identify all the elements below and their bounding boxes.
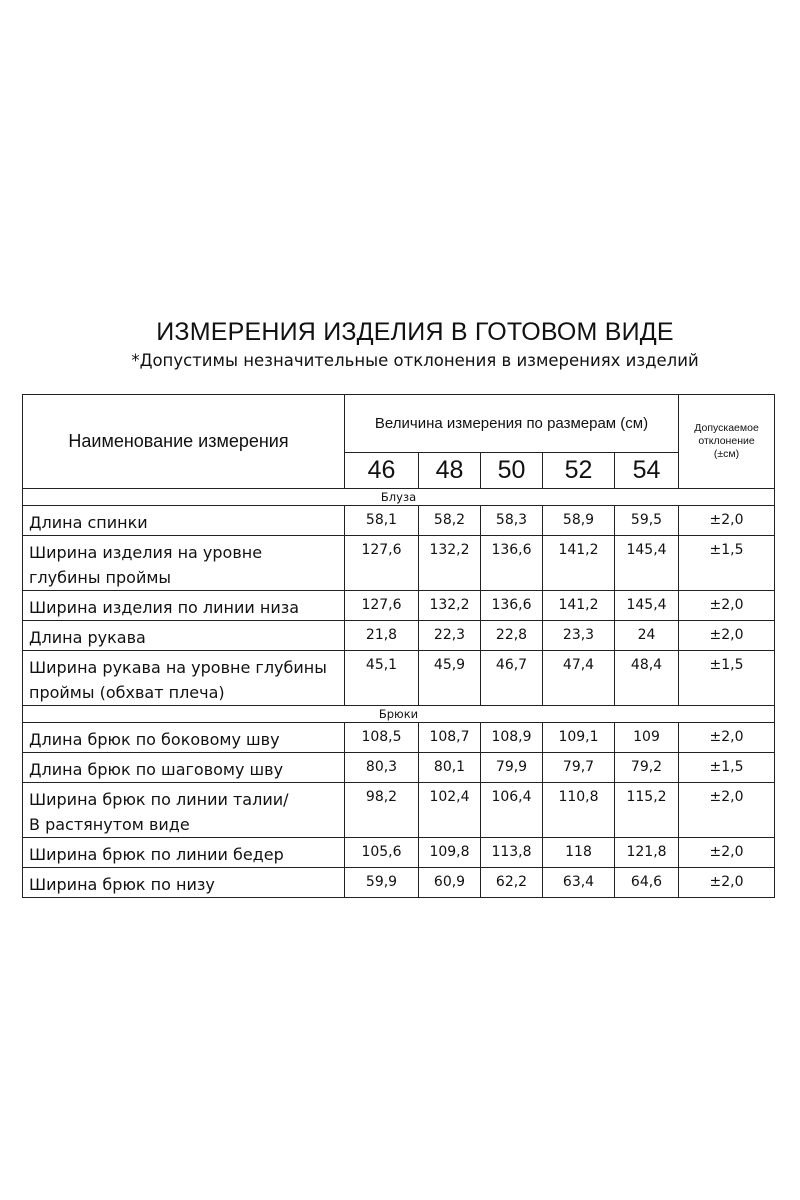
value-cell: 62,2 [481, 868, 543, 898]
value-cell: 109,1 [543, 723, 615, 753]
value-cell: 102,4 [419, 783, 481, 838]
row-name [23, 838, 345, 868]
value-cell: 24 [615, 621, 679, 651]
table-row [23, 506, 775, 536]
value-cell: 105,6 [345, 838, 419, 868]
value-cell: 58,9 [543, 506, 615, 536]
value-cell: 45,1 [345, 651, 419, 706]
table-row [23, 621, 775, 651]
header-sizes-cell [345, 395, 679, 453]
tolerance-cell: ±2,0 [679, 591, 775, 621]
section-title: Брюки [23, 706, 775, 723]
value-cell: 136,6 [481, 536, 543, 591]
section-row [23, 489, 775, 506]
value-cell: 127,6 [345, 591, 419, 621]
row-name-line: Длина брюк по боковому шву [29, 730, 280, 749]
value-cell: 109 [615, 723, 679, 753]
table-row [23, 536, 775, 591]
value-cell: 115,2 [615, 783, 679, 838]
size-header: 46 [345, 453, 419, 489]
tolerance-cell: ±1,5 [679, 536, 775, 591]
row-name-line: Длина спинки [29, 513, 148, 532]
value-cell: 79,7 [543, 753, 615, 783]
value-cell: 58,3 [481, 506, 543, 536]
row-name [23, 868, 345, 898]
table-row [23, 723, 775, 753]
value-cell: 113,8 [481, 838, 543, 868]
value-cell: 58,1 [345, 506, 419, 536]
tolerance-label-line: (±см) [713, 448, 740, 460]
value-cell: 60,9 [419, 868, 481, 898]
row-name-line: В растянутом виде [29, 815, 190, 834]
value-cell: 127,6 [345, 536, 419, 591]
size-header: 50 [481, 453, 543, 489]
value-cell: 59,9 [345, 868, 419, 898]
value-cell: 79,2 [615, 753, 679, 783]
tolerance-cell: ±2,0 [679, 838, 775, 868]
row-name-line: Ширина брюк по линии талии/ [29, 790, 289, 809]
value-cell: 64,6 [615, 868, 679, 898]
page-title: ИЗМЕРЕНИЯ ИЗДЕЛИЯ В ГОТОВОМ ВИДЕ [156, 318, 674, 346]
row-name [23, 753, 345, 783]
row-name-line: проймы (обхват плеча) [29, 683, 225, 702]
header-name-cell [23, 395, 345, 489]
header-sizes-label: Величина измерения по размерам (см) [374, 415, 649, 432]
header-row [23, 395, 775, 453]
value-cell: 145,4 [615, 536, 679, 591]
value-cell: 106,4 [481, 783, 543, 838]
value-cell: 80,1 [419, 753, 481, 783]
value-cell: 132,2 [419, 591, 481, 621]
value-cell: 109,8 [419, 838, 481, 868]
size-header: 54 [615, 453, 679, 489]
value-cell: 110,8 [543, 783, 615, 838]
header-name-label: Наименование измерения [68, 431, 289, 451]
value-cell: 118 [543, 838, 615, 868]
value-cell: 80,3 [345, 753, 419, 783]
value-cell: 108,9 [481, 723, 543, 753]
row-name-line: Ширина брюк по низу [29, 875, 215, 894]
value-cell: 108,5 [345, 723, 419, 753]
value-cell: 22,8 [481, 621, 543, 651]
value-cell: 45,9 [419, 651, 481, 706]
size-header: 52 [543, 453, 615, 489]
value-cell: 108,7 [419, 723, 481, 753]
table-row [23, 783, 775, 838]
row-name-line: Длина брюк по шаговому шву [29, 760, 284, 779]
value-cell: 145,4 [615, 591, 679, 621]
page-subtitle: *Допустимы незначительные отклонения в измерениях изделий [131, 351, 699, 370]
table-row [23, 838, 775, 868]
row-name [23, 621, 345, 651]
tolerance-cell: ±1,5 [679, 651, 775, 706]
table-row [23, 591, 775, 621]
row-name-line: глубины проймы [29, 568, 172, 587]
row-name [23, 591, 345, 621]
tolerance-cell: ±2,0 [679, 783, 775, 838]
tolerance-cell: ±2,0 [679, 506, 775, 536]
tolerance-cell: ±2,0 [679, 868, 775, 898]
value-cell: 21,8 [345, 621, 419, 651]
row-name-line: Ширина изделия на уровне [29, 543, 263, 562]
table-row [23, 753, 775, 783]
row-name-line: Длина рукава [29, 628, 146, 647]
row-name [23, 536, 345, 591]
tolerance-cell: ±2,0 [679, 723, 775, 753]
row-name-line: Ширина брюк по линии бедер [29, 845, 284, 864]
row-name [23, 723, 345, 753]
row-name [23, 651, 345, 706]
value-cell: 23,3 [543, 621, 615, 651]
value-cell: 121,8 [615, 838, 679, 868]
size-header: 48 [419, 453, 481, 489]
value-cell: 79,9 [481, 753, 543, 783]
value-cell: 98,2 [345, 783, 419, 838]
tolerance-label-line: Допускаемое [694, 422, 759, 434]
table-row [23, 868, 775, 898]
row-name [23, 506, 345, 536]
section-title: Блуза [23, 489, 775, 506]
section-row [23, 706, 775, 723]
table-row [23, 651, 775, 706]
measurements-table [22, 394, 775, 898]
row-name-line: Ширина изделия по линии низа [29, 598, 300, 617]
tolerance-cell: ±2,0 [679, 621, 775, 651]
header-tolerance-cell [679, 395, 775, 489]
value-cell: 22,3 [419, 621, 481, 651]
value-cell: 47,4 [543, 651, 615, 706]
value-cell: 141,2 [543, 591, 615, 621]
row-name-line: Ширина рукава на уровне глубины [29, 658, 327, 677]
value-cell: 63,4 [543, 868, 615, 898]
value-cell: 136,6 [481, 591, 543, 621]
value-cell: 46,7 [481, 651, 543, 706]
value-cell: 58,2 [419, 506, 481, 536]
value-cell: 141,2 [543, 536, 615, 591]
value-cell: 59,5 [615, 506, 679, 536]
value-cell: 48,4 [615, 651, 679, 706]
row-name [23, 783, 345, 838]
tolerance-label-line: отклонение [698, 435, 755, 447]
value-cell: 132,2 [419, 536, 481, 591]
tolerance-cell: ±1,5 [679, 753, 775, 783]
